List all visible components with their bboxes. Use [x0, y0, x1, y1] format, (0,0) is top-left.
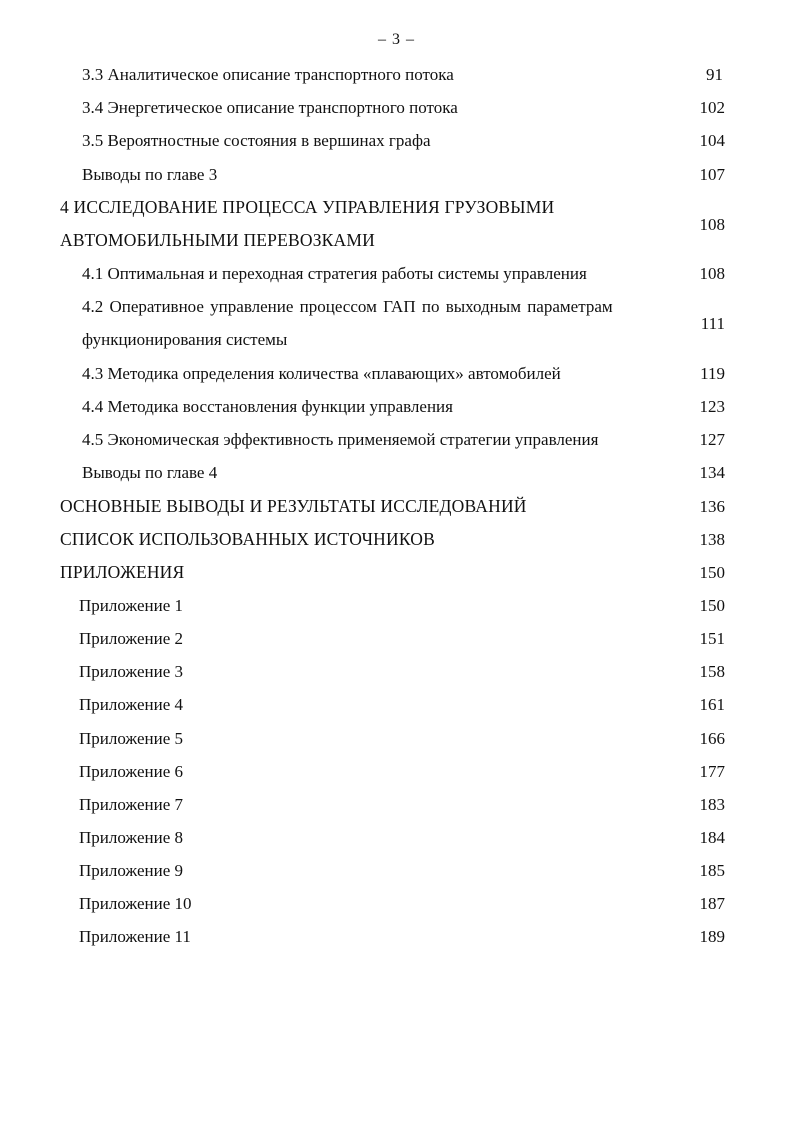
- toc-entry-conclusions-ch3[interactable]: [82, 158, 725, 191]
- toc-entry-3-4[interactable]: [82, 91, 725, 124]
- toc-entry-title: 4.5 Экономическая эффективность применяемой стратегии управления: [82, 430, 599, 449]
- toc-entry-title-line2: функционирования системы: [82, 330, 288, 349]
- toc-entry-appendix-6[interactable]: [79, 755, 725, 788]
- toc-entry-appendix-3[interactable]: [79, 655, 725, 688]
- toc-entry-page: 108: [699, 264, 725, 283]
- toc-entry-chapter-4[interactable]: [60, 191, 725, 257]
- toc-entry-page: 102: [699, 98, 725, 117]
- toc-entry-title: Приложение 7: [79, 795, 183, 814]
- toc-entry-3-3[interactable]: [82, 58, 723, 91]
- toc-entry-title: 4.3 Методика определения количества «плавающих» автомобилей: [82, 364, 561, 383]
- toc-entry-page: 161: [699, 695, 725, 714]
- toc-entry-page: 111: [700, 314, 725, 333]
- toc-entry-title: Приложение 2: [79, 629, 183, 648]
- toc-entry-page: 166: [699, 729, 725, 748]
- toc-entry-page: 150: [699, 563, 725, 582]
- toc-entry-title: ПРИЛОЖЕНИЯ: [60, 562, 185, 582]
- toc-entry-page: 119: [700, 364, 725, 383]
- toc-entry-title: ОСНОВНЫЕ ВЫВОДЫ И РЕЗУЛЬТАТЫ ИССЛЕДОВАНИЙ: [60, 496, 527, 516]
- toc-entry-page: 108: [699, 215, 725, 234]
- toc-entry-title: СПИСОК ИСПОЛЬЗОВАННЫХ ИСТОЧНИКОВ: [60, 529, 436, 549]
- toc-entry-3-5[interactable]: [82, 124, 725, 157]
- toc-entry-main-conclusions[interactable]: [60, 490, 725, 523]
- toc-entry-title: Приложение 9: [79, 861, 183, 880]
- toc-entry-page: 91: [706, 65, 723, 84]
- toc-entry-page: 184: [699, 828, 725, 847]
- toc-entry-4-1[interactable]: [82, 257, 725, 290]
- toc-entry-title: Приложение 8: [79, 828, 183, 847]
- toc-entry-page: 123: [699, 397, 725, 416]
- toc-entry-4-3[interactable]: [82, 357, 725, 390]
- toc-entry-title: Выводы по главе 3: [82, 165, 218, 184]
- toc-entry-4-4[interactable]: [82, 390, 725, 423]
- toc-entry-appendix-8[interactable]: [79, 821, 725, 854]
- toc-entry-title: Приложение 5: [79, 729, 183, 748]
- toc-entry-page: 158: [699, 662, 725, 681]
- toc-entry-page: 187: [699, 894, 725, 913]
- toc-entry-appendix-10[interactable]: [79, 887, 725, 920]
- toc-entry-page: 150: [699, 596, 725, 615]
- toc-entry-conclusions-ch4[interactable]: [82, 456, 725, 489]
- toc-entry-appendix-4[interactable]: [79, 688, 725, 721]
- toc-entry-title-line1: 4.2 Оперативное управление процессом ГАП по выходным параметрам: [82, 297, 613, 316]
- toc-entry-title-line1: 4 ИССЛЕДОВАНИЕ ПРОЦЕССА УПРАВЛЕНИЯ ГРУЗОВЫМИ: [60, 197, 555, 217]
- toc-entry-page: 127: [699, 430, 725, 449]
- toc-entry-title: Приложение 6: [79, 762, 183, 781]
- toc-entry-page: 136: [699, 497, 725, 516]
- toc-entry-appendix-5[interactable]: [79, 722, 725, 755]
- toc-entry-title: 3.3 Аналитическое описание транспортного потока: [82, 65, 454, 84]
- toc-entry-page: 151: [699, 629, 725, 648]
- toc-entry-title-line2: АВТОМОБИЛЬНЫМИ ПЕРЕВОЗКАМИ: [60, 230, 375, 250]
- toc-entry-page: 177: [699, 762, 725, 781]
- toc-entry-page: 134: [699, 463, 725, 482]
- toc-entry-title: Приложение 4: [79, 695, 183, 714]
- toc-entry-4-5[interactable]: [82, 423, 725, 456]
- toc-entry-page: 138: [699, 530, 725, 549]
- toc-entry-page: 189: [699, 927, 725, 946]
- toc-entry-page: 185: [699, 861, 725, 880]
- toc-entry-title: Приложение 3: [79, 662, 183, 681]
- toc-entry-appendix-11[interactable]: [79, 920, 725, 953]
- toc-entry-title: Приложение 11: [79, 927, 191, 946]
- toc-entry-appendix-1[interactable]: [79, 589, 725, 622]
- toc-entry-title: 3.5 Вероятностные состояния в вершинах графа: [82, 131, 431, 150]
- toc-entry-title: 3.4 Энергетическое описание транспортного потока: [82, 98, 458, 117]
- toc-entry-title: 4.1 Оптимальная и переходная стратегия работы системы управления: [82, 264, 587, 283]
- toc-entry-page: 183: [699, 795, 725, 814]
- toc-entry-title: Приложение 1: [79, 596, 183, 615]
- toc-entry-appendix-9[interactable]: [79, 854, 725, 887]
- page-number: – 3 –: [378, 31, 415, 48]
- toc-entry-page: 104: [699, 131, 725, 150]
- toc-entry-title: Приложение 10: [79, 894, 192, 913]
- toc-entry-appendices[interactable]: [60, 556, 725, 589]
- toc-entry-appendix-7[interactable]: [79, 788, 725, 821]
- toc-entry-4-2[interactable]: [82, 290, 725, 356]
- toc-entry-page: 107: [699, 165, 725, 184]
- toc-entry-title: Выводы по главе 4: [82, 463, 218, 482]
- toc-entry-appendix-2[interactable]: [79, 622, 725, 655]
- toc-entry-title: 4.4 Методика восстановления функции управления: [82, 397, 453, 416]
- toc-entry-references[interactable]: [60, 523, 725, 556]
